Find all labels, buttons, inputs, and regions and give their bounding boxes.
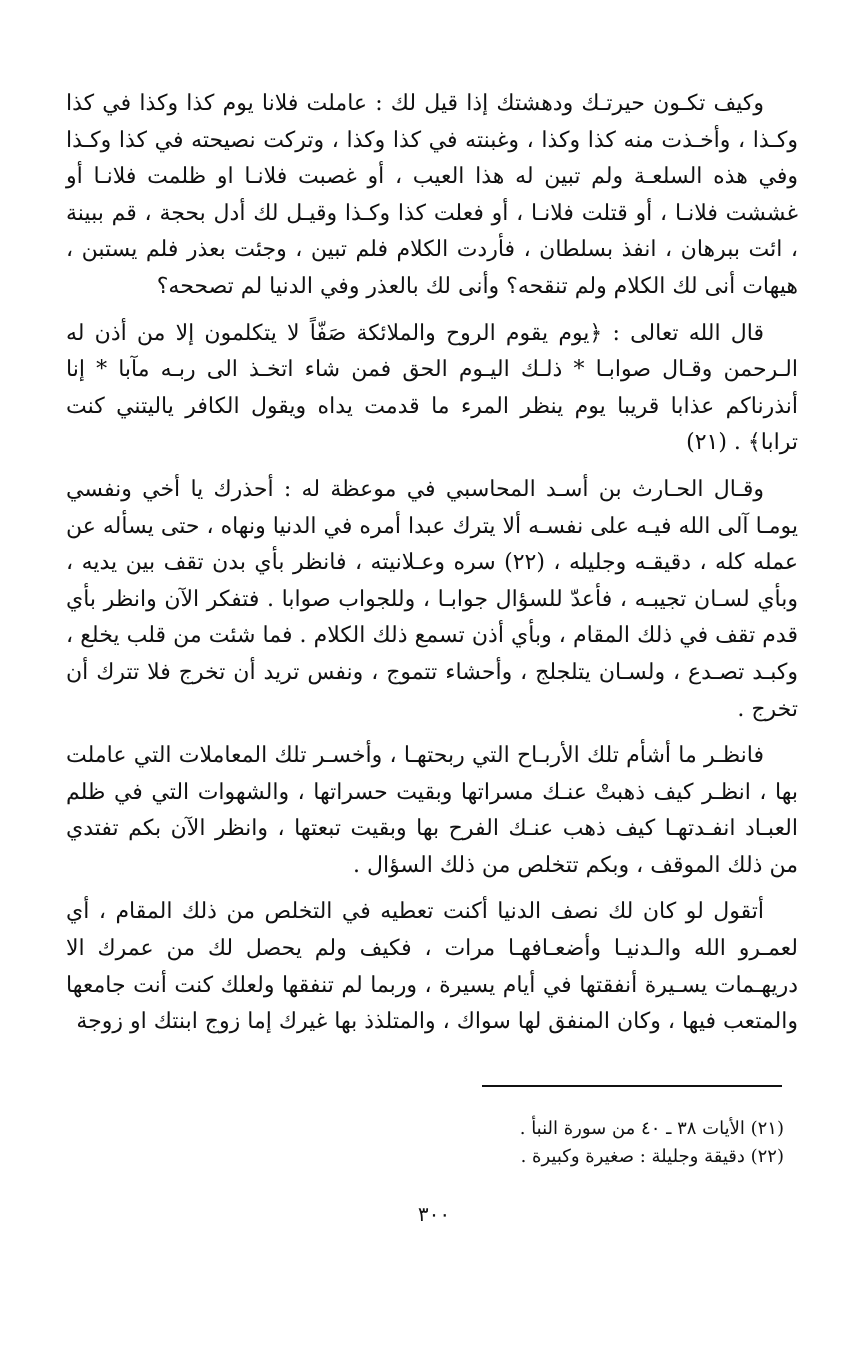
paragraph-4: فانظـر ما أشأم تلك الأربـاح التي ربحتهـا ، وأخسـر تلك المعاملات التي عاملت بها ، انظـر كيف ذهبتْ عنـك مسراتها وبقيت حسراتها ، والشهوات التي في ظلم العبـاد انفـدتهـا كيف ذهب عنـك الفرح بها وبقيت تبعتها ، وانظر الآن بكم تفتدي من ذلك الموقف ، وبكم تتخلص من ذلك السؤال . xyxy=(66,743,798,878)
footnote-21: (٢١) الأيات ٣٨ ـ ٤٠ من سورة النبأ . xyxy=(519,1118,784,1139)
footnotes xyxy=(184,1115,784,1171)
paragraph-1: وكيف تكـون حيرتـك ودهشتك إذا قيل لك : عاملت فلانا يوم كذا وكذا في كذا وكـذا ، وأخـذت منه كذا وكذا ، وغبنته في كذا وكذا ، وتركت نصيحته في كذا وكـذا وفي هذه السلعـة ولم تبين له هذا العيب ، أو غصبت فلانـا او ظلمت فلانـا أو غششت فلانـا ، أو قتلت فلانـا ، أو فعلت كذا وكـذا وقيـل لك أدل بحجة ، قم ببينة ، ائت ببرهان ، انفذ بسلطان ، فأردت الكلام فلم تبين ، وجئت بعذر فلم يستبن ، هيهات أنى لك الكلام ولم تنقحه؟ وأنى لك بالعذر وفي الدنيا لم تصححه؟ xyxy=(66,91,798,299)
paragraph-3: وقـال الحـارث بن أسـد المحاسبي في موعظة له : أحذرك يا أخي ونفسي يومـا آلى الله فيـه على نفسـه ألا يترك عبدا أمره في الدنيا ونهاه ، حتى يسأله عن عمله كله ، دقيقـه وجليله ، (٢٢) سره وعـلانيته ، فانظر بأي بدن تقف بين يديه ، وبأي لسـان تجيبـه ، فأعدّ للسؤال جوابـا ، وللجواب صوابا . فتفكر الآن وانظر بأي قدم تقف في ذلك المقام ، وبأي أذن تسمع ذلك الكلام . فما شئت من قلب يخلع ، وكبـد تصـدع ، ولسـان يتلجلج ، وأحشاء تتموج ، ونفس تريد أن تخرج فلا تترك أن تخرج . xyxy=(66,476,799,722)
page-number: ٣٠٠ xyxy=(417,1202,451,1226)
footnote-divider xyxy=(482,1085,782,1087)
paragraph-5: أتقول لو كان لك نصف الدنيا أكنت تعطيه في التخلص من ذلك المقام ، أي لعمـرو الله والـدنيـا وأضعـافهـا مرات ، فكيف ولم يحصل لك من عمرك الا دريهـمات يسـيرة أنفقتها في أيام يسيرة ، وربما لم تنفقها ولعلك كنت أنت جامعها والمتعب فيها ، وكان المنفق لها سواك ، والمتلذذ بها غيرك إما زوج ابنتك او زوجة xyxy=(66,899,798,1035)
main-text xyxy=(66,86,798,1051)
footnote-22: (٢٢) دقيقة وجليلة : صغيرة وكبيرة . xyxy=(520,1146,784,1167)
paragraph-2-quran-quote: قال الله تعالى : ﴿يوم يقوم الروح والملائكة صَفّاً لا يتكلمون إلا من أذن له الـرحمن وقـال صوابـا * ذلـك اليـوم الحق فمن شاء اتخـذ الى ربـه مآبا * إنا أنذرناكم عذابا قريبا يوم ينظر المرء ما قدمت يداه ويقول الكافر ياليتني كنت ترابا﴾ . (٢١) xyxy=(66,320,799,456)
